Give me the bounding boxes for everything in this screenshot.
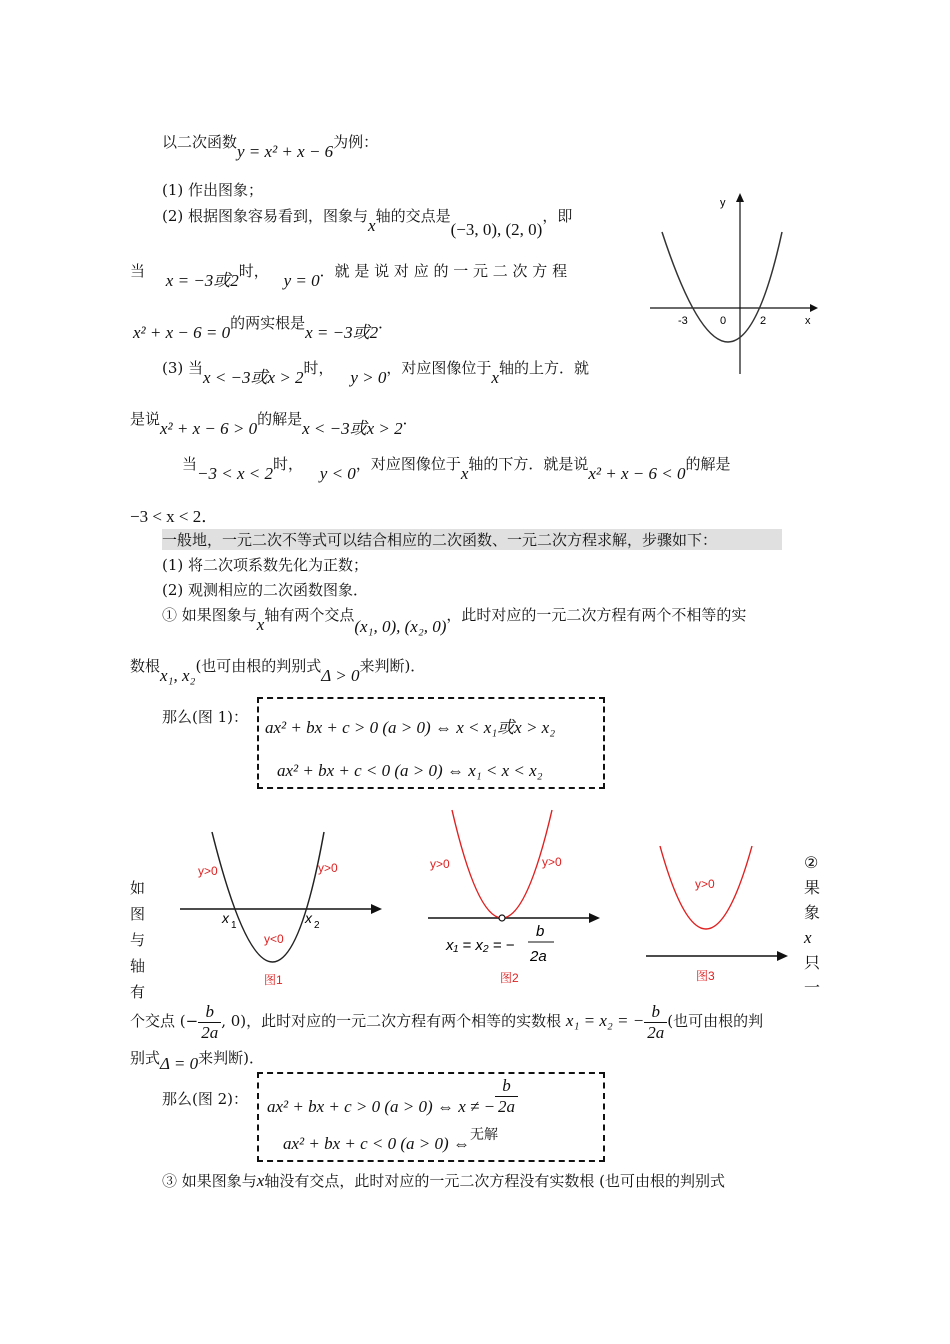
- fig2-caption: 图2: [500, 971, 519, 985]
- case2-roots-fraction: $\frac{b}{2a}$: [644, 1002, 667, 1042]
- top-graph: [648, 190, 820, 375]
- figure-3: [640, 840, 792, 990]
- case-3: ③ 如果图象与x轴没有交点，此时对应的一元二次方程没有实数根 (也可由根的判别式: [162, 1171, 725, 1190]
- left-col-char: 有: [130, 983, 146, 1001]
- case-1b: 数根x₁, x₂(也可由根的判别式Δ > 0来判断)．: [130, 657, 426, 685]
- fig2-arrow: [589, 913, 600, 923]
- right-col-char: x: [804, 928, 812, 947]
- general-statement: 一般地，一元二次不等式可以结合相应的二次函数、一元二次方程求解，步骤如下：: [162, 529, 782, 550]
- top-graph-y-label: y: [720, 197, 726, 209]
- box1-line2: ax² + bx + c < 0 (a > 0) ⇔ x₁ < x < x₂: [277, 761, 543, 780]
- right-column: [804, 850, 826, 1000]
- fig1-x1-sub: 1: [231, 920, 237, 931]
- left-column: [130, 875, 150, 1005]
- case-2b: 别式Δ = 0来判断)．: [130, 1049, 265, 1073]
- fig2-equation: x₁ = x₂ = −: [446, 937, 515, 954]
- figure-2: [424, 806, 604, 992]
- box2-fraction: $\frac{b}{2a}$: [495, 1076, 518, 1116]
- top-graph-origin: 0: [720, 315, 727, 327]
- fig2-vertex: [499, 915, 505, 921]
- box2: [257, 1072, 605, 1162]
- fig1-caption: 图1: [264, 973, 283, 987]
- box2-label: 那么(图 2)：: [162, 1090, 249, 1108]
- fig1-yneg: y<0: [264, 932, 284, 946]
- case-2: 个交点 (− $\frac{b}{2a}$ , 0)，此时对应的一元二次方程有两个相等的实数根 x₁ = x₂ = − $\frac{b}{2a}$ (也可由根的判: [130, 1002, 764, 1042]
- fig1-ypos-left: y>0: [198, 864, 218, 878]
- fig1-ypos-right: y>0: [318, 861, 338, 875]
- right-col-char: ②: [804, 853, 819, 872]
- fig1-x1: x: [222, 910, 229, 926]
- right-col-char: 象: [804, 903, 821, 922]
- step-4: 当−3 < x < 2时， y < 0，对应图像位于x轴的下方．就是说x² + x − 6 < 0的解是: [182, 455, 731, 483]
- step-2c: x² + x − 6 = 0的两实根是x = −3或2．: [133, 314, 394, 342]
- fig2-parabola: [452, 810, 552, 918]
- general-step-1: (1) 将二次项系数先化为正数；: [162, 556, 369, 574]
- fig2-ypos-right: y>0: [542, 855, 562, 869]
- top-graph-2: 2: [760, 315, 767, 327]
- intro-line: 以二次函数y = x² + x − 6为例：: [162, 133, 379, 161]
- right-col-char: 一: [804, 978, 821, 997]
- left-col-char: 轴: [130, 957, 146, 975]
- left-col-char: 与: [130, 931, 146, 949]
- box1-label: 那么(图 1)：: [162, 708, 249, 726]
- right-col-char: 果: [804, 878, 821, 897]
- right-col-char: 只: [804, 953, 821, 972]
- top-graph-x-arrow: [810, 304, 818, 312]
- fig2-den: 2a: [530, 948, 547, 965]
- figure-1: [172, 828, 388, 990]
- step-2: (2) 根据图象容易看到，图象与x轴的交点是(−3, 0), (2, 0)，即: [162, 207, 573, 239]
- step-1: (1) 作出图象；: [162, 181, 264, 199]
- top-graph-y-arrow: [736, 193, 744, 202]
- box1: [257, 697, 605, 789]
- box1-line1: ax² + bx + c > 0 (a > 0) ⇔ x < x₁或x > x₂: [265, 718, 556, 737]
- step-4b: −3 < x < 2．: [130, 507, 219, 526]
- fig2-num: b: [536, 923, 545, 940]
- fig1-arrow: [371, 904, 382, 914]
- case-1: ① 如果图象与x轴有两个交点(x₁, 0), (x₂, 0)，此时对应的一元二次方程有两个不相等的实: [162, 606, 747, 636]
- case2-fraction: $\frac{b}{2a}$: [198, 1002, 221, 1042]
- step-2b: 当 x = −3或2时， y = 0．就 是 说 对 应 的 一 元 二 次 方 程: [130, 262, 568, 290]
- fig2-ypos-left: y>0: [430, 857, 450, 871]
- general-step-2: (2) 观测相应的二次函数图象．: [162, 581, 369, 599]
- fig1-x2: x: [305, 910, 312, 926]
- box2-line1: ax² + bx + c > 0 (a > 0) ⇔ x ≠ − $\frac{b}{2a}$: [267, 1088, 518, 1128]
- step-3: (3) 当x < −3或x > 2时， y > 0，对应图像位于x轴的上方．就: [162, 359, 589, 387]
- top-graph-neg3: -3: [678, 315, 688, 327]
- fig3-ypos: y>0: [695, 877, 715, 891]
- box2-line2: ax² + bx + c < 0 (a > 0) ⇔$^{无解}$: [283, 1127, 498, 1153]
- fig3-caption: 图3: [696, 969, 715, 983]
- top-graph-x-label: x: [805, 315, 811, 327]
- left-col-char: 图: [130, 905, 146, 923]
- left-col-char: 如: [130, 879, 146, 897]
- step-3b: 是说x² + x − 6 > 0的解是x < −3或x > 2．: [130, 410, 418, 438]
- fig3-arrow: [777, 951, 788, 961]
- fig1-x2-sub: 2: [314, 920, 320, 931]
